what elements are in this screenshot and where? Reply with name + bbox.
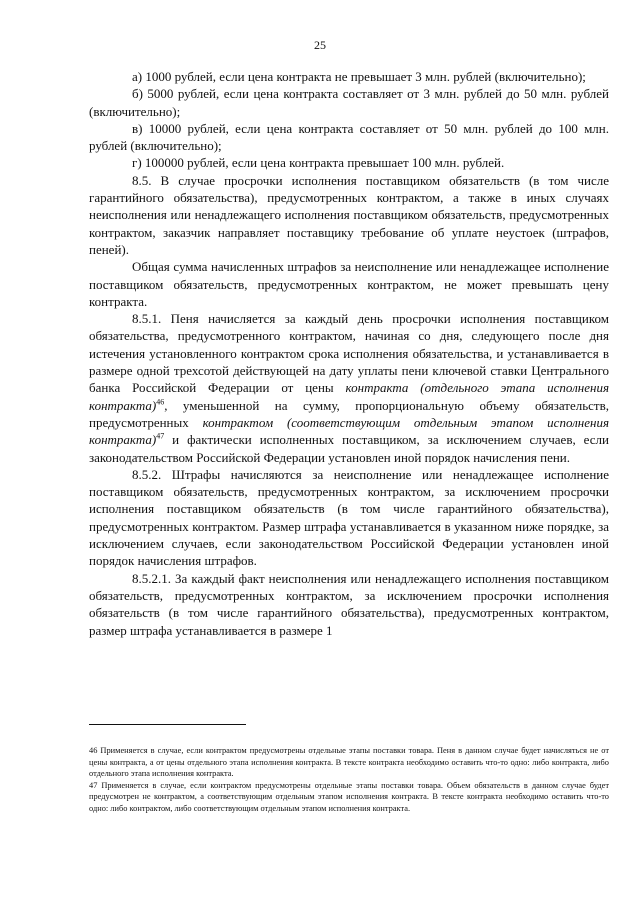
clause-8-5-1-italic-b: контрактом (соответствующим отдельным этапом исполнения контракта) bbox=[89, 414, 609, 448]
footnote-ref-46[interactable]: 46 bbox=[156, 397, 165, 407]
body-text bbox=[89, 68, 609, 639]
clause-8-5: 8.5. В случае просрочки исполнения поставщиком обязательств (в том числе гарантийного обязательства), предусмотренных контрактом, а также в иных случаях неисполнения или ненадлежащего исполнения поставщиком обязательств, предусмотренных контрактом, заказчик направляет поставщику требование об уплате неустоек (штрафов, пеней). bbox=[89, 172, 609, 257]
penalty-total-paragraph: Общая сумма начисленных штрафов за неисполнение или ненадлежащее исполнение поставщиком обязательств, предусмотренных контрактом, не может превышать цену контракта. bbox=[89, 259, 609, 309]
list-item-b: б) 5000 рублей, если цена контракта составляет от 3 млн. рублей до 50 млн. рублей (включительно); bbox=[89, 86, 609, 119]
list-item-d: г) 100000 рублей, если цена контракта превышает 100 млн. рублей. bbox=[132, 155, 505, 171]
clause-8-5-1 bbox=[89, 310, 609, 466]
list-item-c: в) 10000 рублей, если цена контракта составляет от 50 млн. рублей до 100 млн. рублей (включительно); bbox=[89, 120, 609, 154]
footnotes bbox=[89, 745, 609, 815]
footnote-separator bbox=[89, 724, 246, 725]
footnote-47: 47 Применяется в случае, если контрактом предусмотрены отдельные этапы поставки товара. Объем обязательств в данном случае будет предусмотрен не контрактом, а соответствующим отдельным этапом исполнения контракта. В тексте контракта необходимо оставить что-то одно: либо контрактом, либо соответствующим отдельным этапом исполнения контракта. bbox=[89, 780, 609, 813]
footnote-ref-47[interactable]: 47 bbox=[156, 431, 165, 441]
footnote-46: 46 Применяется в случае, если контрактом предусмотрены отдельные этапы поставки товара. Пеня в данном случае будет начисляться не от цены контракта, а от цены отдельного этапа исполнения контракта. В тексте контракта необходимо оставить что-то одно: либо контракта, либо отдельного этапа исполнения контракта. bbox=[89, 746, 609, 779]
page-number: 25 bbox=[314, 38, 326, 52]
clause-8-5-1-text-b: , уменьшенной на сумму, пропорциональную объему обязательств, предусмотренных bbox=[89, 397, 609, 430]
list-item-a: а) 1000 рублей, если цена контракта не превышает 3 млн. рублей (включительно); bbox=[132, 69, 586, 84]
clause-8-5-1-text-c: и фактически исполненных поставщиком, за исключением случаев, если законодательством Российской Федерации установлен иной порядок начисления пени. bbox=[89, 432, 609, 465]
clause-8-5-1-text-a: 8.5.1. Пеня начисляется за каждый день просрочки исполнения поставщиком обязательства, предусмотренного контрактом, начиная со дня, следующего после дня истечения установленного контрактом срока исполнения обязательства, и устанавливается в размере одной трехсотой действующей на дату уплаты пени ключевой ставки Центрального банка Российской Федерации от цены bbox=[89, 311, 609, 396]
clause-8-5-2-1: 8.5.2.1. За каждый факт неисполнения или ненадлежащего исполнения поставщиком обязательств, предусмотренных контрактом, за исключением просрочки исполнения обязательств (в том числе гарантийного обязательства), предусмотренных контрактом, размер штрафа устанавливается в размере 1 bbox=[89, 570, 609, 638]
clause-8-5-1-italic-a: контракта (отдельного этапа исполнения контракта) bbox=[89, 380, 609, 413]
clause-8-5-2: 8.5.2. Штрафы начисляются за неисполнение или ненадлежащее исполнение поставщиком обязательств, предусмотренных контрактом, за исключением просрочки исполнения поставщиком обязательств (в том числе гарантийного обязательства), предусмотренных контрактом. Размер штрафа устанавливается в указанном ниже порядке, за исключением случаев, если законодательством Российской Федерации установлен иной порядок начисления штрафов. bbox=[89, 466, 609, 569]
